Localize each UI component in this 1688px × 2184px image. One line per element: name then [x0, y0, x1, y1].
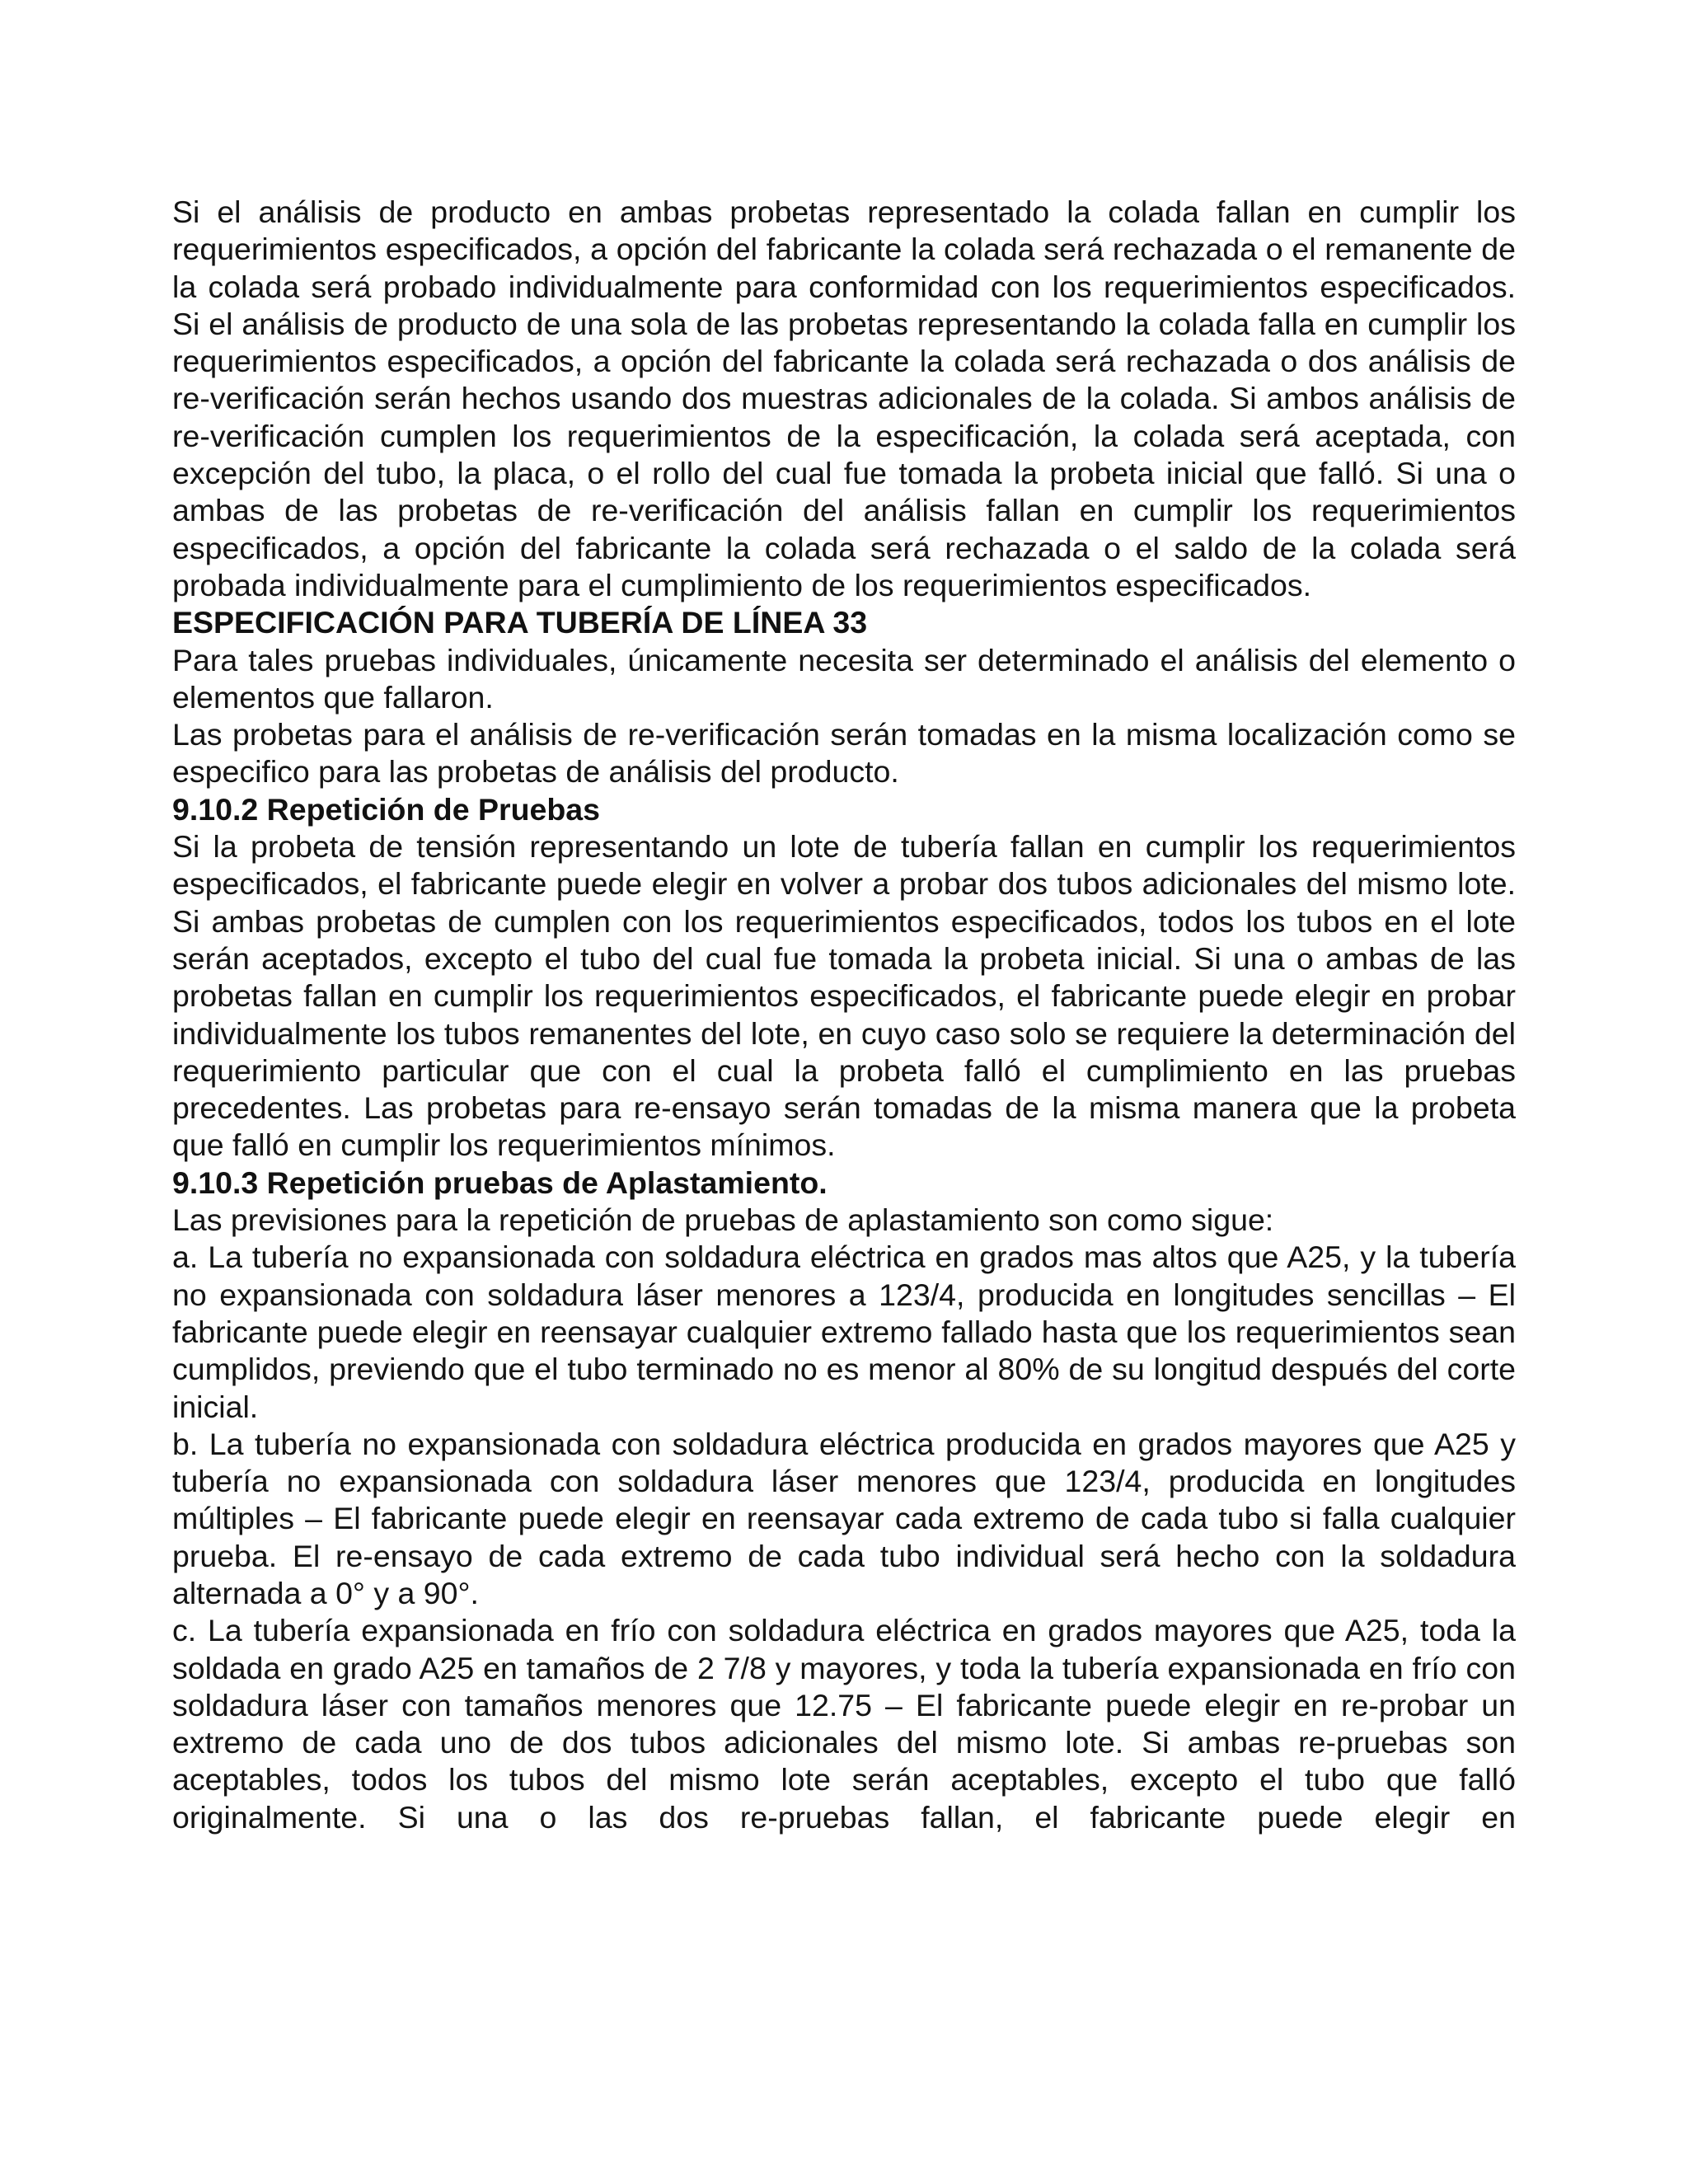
paragraph-recheck-location: Las probetas para el análisis de re-verificación serán tomadas en la misma localización como se especifico para las probetas de análisis del producto.: [172, 717, 1516, 790]
paragraph-retest-tension: Si la probeta de tensión representando un lote de tubería fallan en cumplir los requerimientos especificados, el fabricante puede elegir en volver a probar dos tubos adicionales del mismo lote. Si ambas probetas de cumplen con los requerimientos especificados, todos los tubos en el lote serán aceptados, excepto el tubo del cual fue tomada la probeta inicial. Si una o ambas de las probetas fallan en cumplir los requerimientos especificados, el fabricante puede elegir en probar individualmente los tubos remanentes del lote, en cuyo caso solo se requiere la determinación del requerimiento particular que con el cual la probeta falló el cumplimiento en las pruebas precedentes. Las probetas para re-ensayo serán tomadas de la misma manera que la probeta que falló en cumplir los requerimientos mínimos.: [172, 829, 1516, 1163]
list-item-b: b. La tubería no expansionada con soldadura eléctrica producida en grados mayores que A25 y tubería no expansionada con soldadura láser menores que 123/4, producida en longitudes múltiples – El fabricante puede elegir en reensayar cada extremo de cada tubo si falla cualquier prueba. El re-ensayo de cada extremo de cada tubo individual será hecho con la soldadura alternada a 0° y a 90°.: [172, 1426, 1516, 1610]
paragraph-individual-tests: Para tales pruebas individuales, únicamente necesita ser determinado el análisis del elemento o elementos que fallaron.: [172, 642, 1516, 715]
section-heading-9-10-3: 9.10.3 Repetición pruebas de Aplastamiento.: [172, 1165, 828, 1200]
document-page: [172, 194, 1516, 1836]
paragraph-product-analysis: Si el análisis de producto en ambas probetas representado la colada fallan en cumplir los requerimientos especificados, a opción del fabricante la colada será rechazada o el remanente de la colada será probado individualmente para conformidad con los requerimientos especificados. Si el análisis de producto de una sola de las probetas representando la colada falla en cumplir los requerimientos especificados, a opción del fabricante la colada será rechazada o dos análisis de re-verificación serán hechos usando dos muestras adicionales de la colada. Si ambos análisis de re-verificación cumplen los requerimientos de la especificación, la colada será aceptada, con excepción del tubo, la placa, o el rollo del cual fue tomada la probeta inicial que falló. Si una o ambas de las probetas de re-verificación del análisis fallan en cumplir los requerimientos especificados, a opción del fabricante la colada será rechazada o el saldo de la colada será probada individualmente para el cumplimiento de los requerimientos especificados.: [172, 194, 1516, 602]
paragraph-flattening-provisions: Las previsiones para la repetición de pruebas de aplastamiento son como sigue:: [172, 1202, 1274, 1238]
running-header: ESPECIFICACIÓN PARA TUBERÍA DE LÍNEA 33: [172, 605, 868, 640]
section-heading-9-10-2: 9.10.2 Repetición de Pruebas: [172, 791, 600, 827]
list-item-c: c. La tubería expansionada en frío con soldadura eléctrica en grados mayores que A25, toda la soldada en grado A25 en tamaños de 2 7/8 y mayores, y toda la tubería expansionada en frío con soldadura láser con tamaños menores que 12.75 – El fabricante puede elegir en re-probar un extremo de cada uno de dos tubos adicionales del mismo lote. Si ambas re-pruebas son aceptables, todos los tubos del mismo lote serán aceptables, excepto el tubo que falló originalmente. Si una o las dos re-pruebas fallan, el fabricante puede elegir en: [172, 1613, 1516, 1835]
list-item-a: a. La tubería no expansionada con soldadura eléctrica en grados mas altos que A25, y la tubería no expansionada con soldadura láser menores a 123/4, producida en longitudes sencillas – El fabricante puede elegir en reensayar cualquier extremo fallado hasta que los requerimientos sean cumplidos, previendo que el tubo terminado no es menor al 80% de su longitud después del corte inicial.: [172, 1240, 1516, 1424]
